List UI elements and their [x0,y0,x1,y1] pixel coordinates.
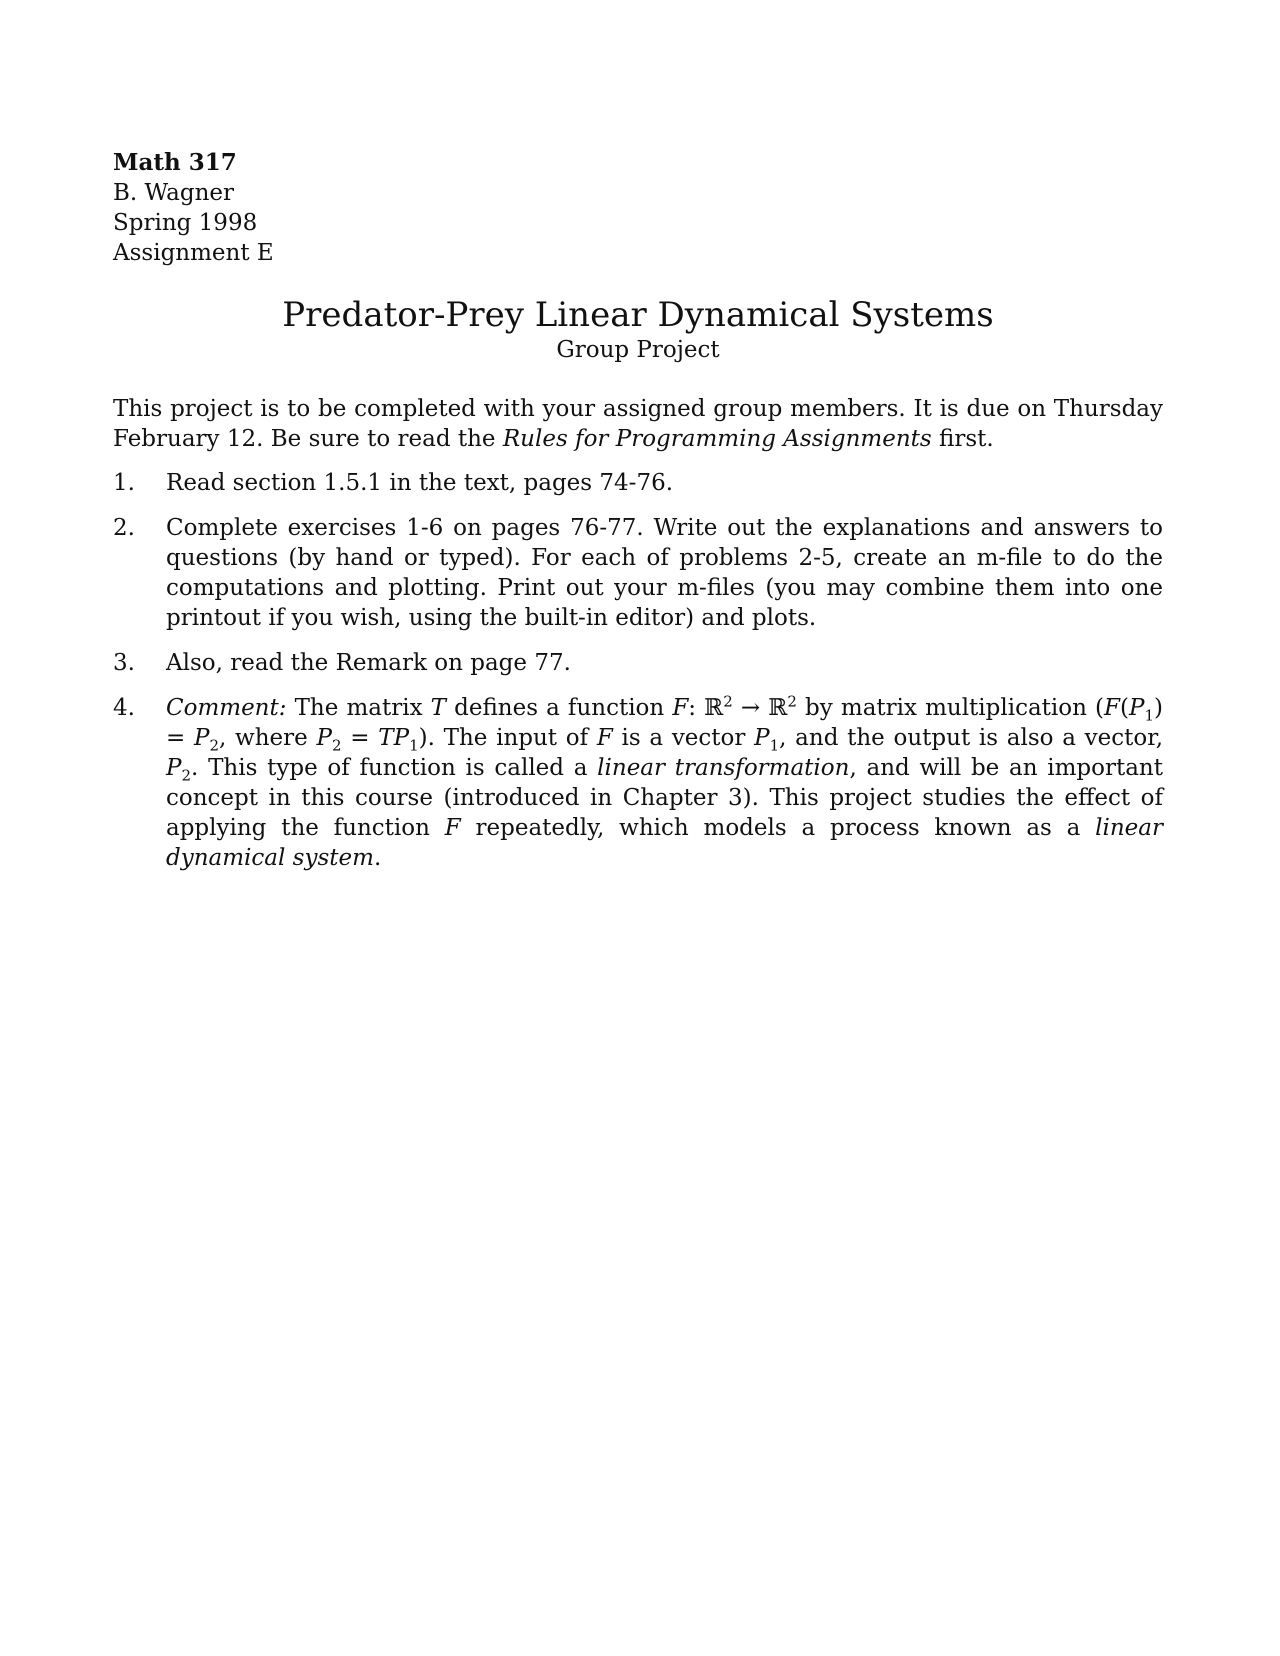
title-block [113,294,1163,364]
math-F: F [444,815,461,841]
comment-text: is a vector [612,725,755,751]
comment-text: → ℝ [732,695,788,721]
intro-text: This project is to be completed with your assigned group members. It is due on Thursday February 12. Be sure to read the [113,396,1163,452]
comment-text: ) = [166,695,1163,751]
comment-text: ). The input of [418,725,597,751]
item-text: Complete exercises 1-6 on pages 76-77. Write out the explanations and answers to questions (by hand or typed). For each of problems 2-5, create an m-file to do the computations and plotting. Print out your m-files (you may combine them into one printout if you wish, using the built-in editor) and plots. [166,515,1163,631]
item-text: Also, read the Remark on page 77. [166,650,571,676]
item-number: 3. [113,650,135,676]
comment-text: by matrix multiplication ( [796,695,1105,721]
assignment-label: Assignment E [113,240,274,266]
document-page [113,148,1163,888]
comment-text: . This type of function is called a [191,755,598,781]
list-item [113,468,1163,498]
comment-text: The matrix [286,695,431,721]
math-P: P [316,725,332,751]
comment-text: ( [1119,695,1129,721]
intro-paragraph [113,394,1163,454]
math-subscript: 1 [409,736,419,755]
term: Spring 1998 [113,210,258,236]
math-T: T [430,695,446,721]
math-exponent: 2 [723,692,733,711]
math-subscript: 2 [181,766,192,785]
document-subtitle: Group Project [556,337,720,363]
math-P: P [166,755,182,781]
math-F: F [596,725,613,751]
comment-text: repeatedly, which models a process known as a [460,815,1096,841]
document-header [113,148,1163,268]
list-item [113,513,1163,633]
math-P: P [1128,695,1145,721]
comment-paragraph [166,693,1163,873]
math-F: F [1104,695,1120,721]
list-item [113,648,1163,678]
comment-text: defines a function [446,695,673,721]
rules-title: Rules for Programming Assignments [502,426,932,452]
document-title: Predator-Prey Linear Dynamical Systems [282,295,994,335]
math-subscript: 2 [209,736,220,755]
math-P: P [754,725,770,751]
instructor-name: B. Wagner [113,180,235,206]
math-subscript: 1 [769,736,780,755]
comment-text: , and the output is also a vector, [779,725,1163,751]
comment-text: , where [219,725,317,751]
comment-text: . [373,845,382,871]
term-linear-dynamical-system: linear dynamical system [166,815,1163,871]
item-number: 4. [113,695,135,721]
math-P: P [194,725,210,751]
comment-text: : ℝ [688,695,724,721]
comment-label: Comment: [166,695,287,721]
item-list [113,468,1163,873]
item-text: Read section 1.5.1 in the text, pages 74-76. [166,470,674,496]
comment-text: = [341,725,379,751]
comment-text: , and will be an important concept in this course (introduced in Chapter 3). This project studies the effect of applying the function [166,755,1163,841]
math-subscript: 2 [331,736,342,755]
math-TP: TP [378,725,410,751]
math-F: F [672,695,689,721]
course-name: Math 317 [113,149,237,176]
math-subscript: 1 [1144,706,1154,725]
item-number: 2. [113,515,135,541]
list-item [113,693,1163,873]
math-exponent: 2 [787,692,797,711]
item-number: 1. [113,470,135,496]
intro-text-end: first. [931,426,994,452]
term-linear-transformation: linear transformation [597,755,850,781]
